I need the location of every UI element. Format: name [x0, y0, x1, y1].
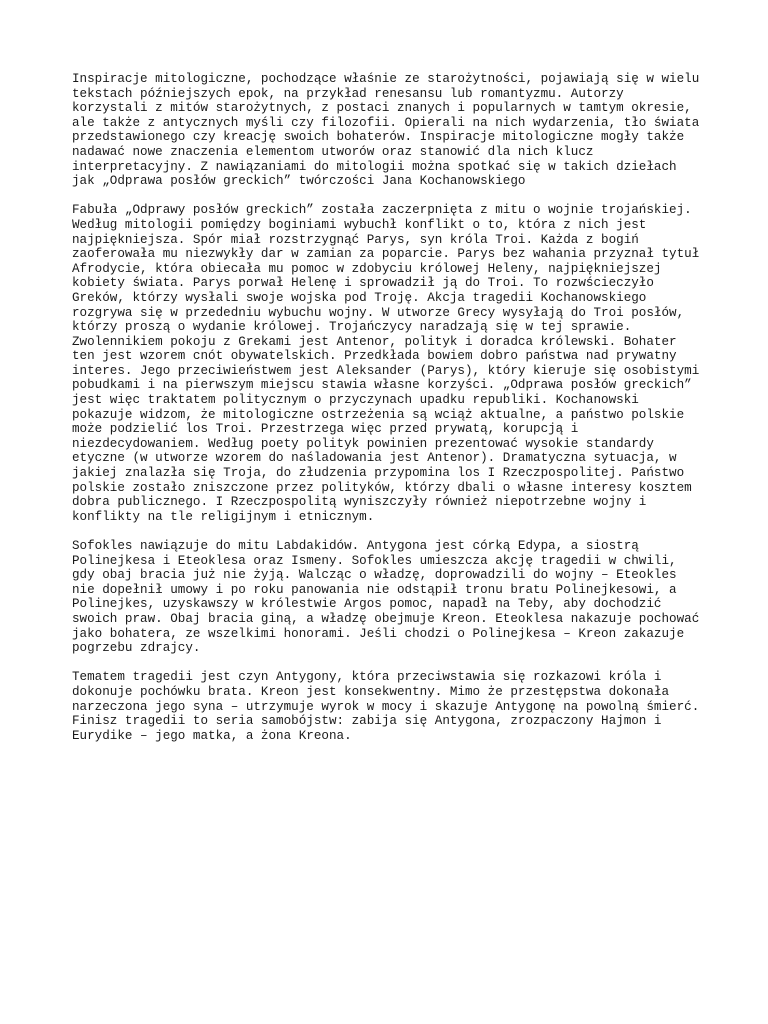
text-line: jak „Odprawa posłów greckich” twórczości Jana Kochanowskiego [72, 174, 526, 189]
text-line: narzeczona jego syna – utrzymuje wyrok w mocy i skazuje Antygonę na powolną śmierć. [72, 699, 700, 714]
text-line: Greków, którzy wysłali swoje wojska pod Troję. Akcja tragedii Kochanowskiego [72, 290, 647, 305]
paragraph-4 [72, 670, 712, 743]
text-line: którzy proszą o wydanie królowej. Trojańczycy naradzają się w tej sprawie. [72, 320, 632, 335]
text-line: Inspiracje mitologiczne, pochodzące właśnie ze starożytności, pojawiają się w wielu [72, 72, 700, 86]
text-line: korzystali z mitów starożytnych, z postaci znanych i popularnych w tamtym okresie, [72, 101, 692, 116]
text-line: dokonuje pochówku brata. Kreon jest konsekwentny. Mimo że przestępstwa dokonała [72, 684, 670, 699]
text-line: jest więc traktatem politycznym o przyczynach upadku republiki. Kochanowski [72, 393, 639, 408]
text-line: pogrzebu zdrajcy. [72, 641, 201, 656]
text-line: tekstach późniejszych epok, na przykład renesansu lub romantyzmu. Autorzy [72, 86, 624, 101]
paragraph-1 [72, 72, 712, 189]
text-line: Sofokles nawiązuje do mitu Labdakidów. Antygona jest córką Edypa, a siostrą [72, 539, 639, 553]
text-line: niezdecydowaniem. Według poety polityk powinien prezentować wysokie standardy [72, 436, 654, 451]
text-line: kobiety świata. Parys porwał Helenę i sprowadził ją do Troi. To rozwścieczyło [72, 276, 654, 291]
paragraph-3 [72, 539, 712, 656]
text-line: interpretacyjny. Z nawiązaniami do mitologii można spotkać się w takich dziełach [72, 159, 677, 174]
text-line: najpiękniejsza. Spór miał rozstrzygnąć Parys, syn króla Troi. Każda z bogiń [72, 232, 639, 247]
text-line: Polinejkes, uzyskawszy w królestwie Argos pomoc, napadł na Teby, aby dochodzić [72, 597, 662, 612]
text-line: Według mitologii pomiędzy boginiami wybuchł konflikt o to, która z nich jest [72, 217, 647, 232]
text-line: Eurydike – jego matka, a żona Kreona. [72, 728, 352, 743]
text-line: zaoferowała mu niezwykły dar w zamian za poparcie. Parys bez wahania przyznał tytuł [72, 247, 700, 262]
text-line: przedstawionego czy kreację swoich bohaterów. Inspiracje mitologiczne mogły także [72, 130, 685, 145]
text-line: nie dopełnił umowy i po roku panowania nie odstąpił tronu bratu Polinejkesowi, a [72, 582, 677, 597]
text-line: swoich praw. Obaj bracia giną, a władzę obejmuje Kreon. Eteoklesa nakazuje pochować [72, 611, 700, 626]
text-line: interes. Jego przeciwieństwem jest Aleksander (Parys), który kieruje się osobistymi [72, 363, 700, 378]
text-line: może podzielić los Troi. Przestrzega więc przed prywatą, korupcją i [72, 422, 579, 437]
text-line: etyczne (w utworze wzorem do naśladowania jest Antenor). Dramatyczna sytuacja, w [72, 451, 677, 466]
text-line: polskie zostało zniszczone przez polityków, którzy dbali o własne interesy kosztem [72, 480, 692, 495]
text-line: ten jest wzorem cnót obywatelskich. Przedkłada bowiem dobro państwa nad prywatny [72, 349, 677, 364]
text-line: jakiej znalazła się Troja, do złudzenia przypomina los I Rzeczpospolitej. Państwo [72, 466, 685, 481]
text-line: Fabuła „Odprawy posłów greckich” została zaczerpnięta z mitu o wojnie trojańskiej. [72, 203, 692, 218]
paragraph-2 [72, 203, 712, 524]
text-line: dobra publicznego. I Rzeczpospolitą wyniszczyły również niepotrzebne wojny i [72, 495, 647, 510]
text-line: nadawać nowe znaczenia elementom utworów oraz stanowić dla nich klucz [72, 144, 594, 159]
text-line: ale także z antycznych myśli czy filozofii. Opierali na nich wydarzenia, tło świata [72, 115, 700, 130]
text-line: rozgrywa się w przededniu wybuchu wojny. W utworze Grecy wysyłają do Troi posłów, [72, 305, 685, 320]
text-line: Polinejkesa i Eteoklesa oraz Ismeny. Sofokles umieszcza akcję tragedii w chwili, [72, 553, 677, 568]
text-line: Finisz tragedii to seria samobójstw: zabija się Antygona, zrozpaczony Hajmon i [72, 714, 662, 729]
document-body [72, 72, 712, 758]
text-line: Zwolennikiem pokoju z Grekami jest Antenor, polityk i doradca królewski. Bohater [72, 334, 677, 349]
text-line: gdy obaj bracia już nie żyją. Walcząc o władzę, doprowadzili do wojny – Eteokles [72, 568, 677, 583]
text-line: jako bohatera, ze wszelkimi honorami. Jeśli chodzi o Polinejkesa – Kreon zakazuje [72, 626, 685, 641]
text-line: pokazuje widzom, że mitologiczne ostrzeżenia są wciąż aktualne, a państwo polskie [72, 407, 685, 422]
text-line: Afrodycie, która obiecała mu pomoc w zdobyciu królowej Heleny, najpiękniejszej [72, 261, 662, 276]
text-line: konflikty na tle religijnym i etnicznym. [72, 509, 375, 524]
text-line: pobudkami i na pierwszym miejscu stawia własne korzyści. „Odprawa posłów greckich” [72, 378, 692, 393]
text-line: Tematem tragedii jest czyn Antygony, która przeciwstawia się rozkazowi króla i [72, 670, 662, 685]
